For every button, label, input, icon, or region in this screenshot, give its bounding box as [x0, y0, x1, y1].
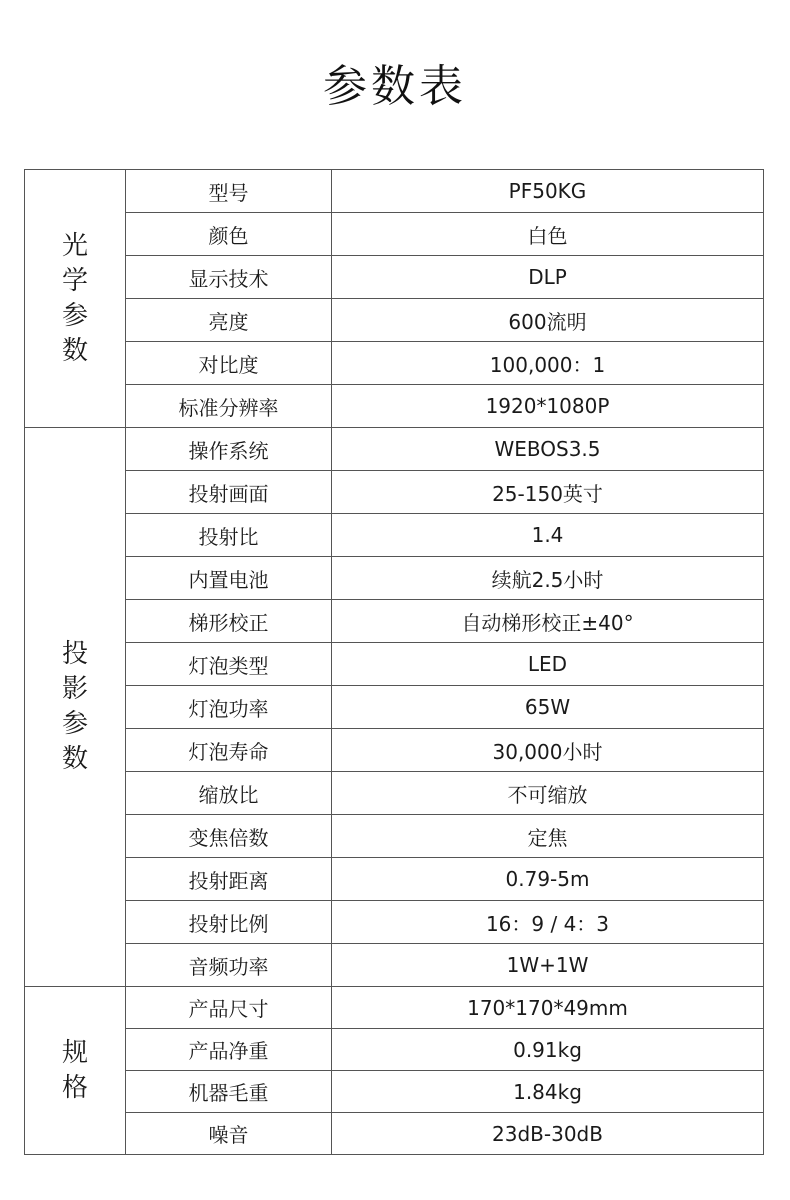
table-row	[25, 1113, 764, 1155]
table-row	[25, 557, 764, 600]
param-name: 标准分辨率	[126, 385, 332, 428]
table-row	[25, 858, 764, 901]
param-name: 机器毛重	[126, 1071, 332, 1113]
param-value: 1920*1080P	[332, 385, 764, 428]
table-row	[25, 514, 764, 557]
page-title: 参数表	[323, 61, 467, 112]
table-row	[25, 213, 764, 256]
table-row	[25, 643, 764, 686]
group-cell-projection	[25, 428, 126, 987]
param-name: 灯泡类型	[126, 643, 332, 686]
table-row	[25, 471, 764, 514]
param-value: 不可缩放	[332, 772, 764, 815]
param-name: 颜色	[126, 213, 332, 256]
param-name: 对比度	[126, 342, 332, 385]
param-value: 23dB-30dB	[332, 1113, 764, 1155]
param-value: 170*170*49mm	[332, 987, 764, 1029]
table-row	[25, 256, 764, 299]
param-value: 1.4	[332, 514, 764, 557]
table-row	[25, 385, 764, 428]
param-name: 噪音	[126, 1113, 332, 1155]
param-value: 0.79-5m	[332, 858, 764, 901]
param-value: 0.91kg	[332, 1029, 764, 1071]
param-name: 投射比例	[126, 901, 332, 944]
param-name: 亮度	[126, 299, 332, 342]
param-value: WEBOS3.5	[332, 428, 764, 471]
table-row	[25, 729, 764, 772]
group-cell-optical	[25, 170, 126, 428]
param-value: LED	[332, 643, 764, 686]
param-name: 灯泡寿命	[126, 729, 332, 772]
table-row	[25, 686, 764, 729]
table-row	[25, 901, 764, 944]
table-row	[25, 600, 764, 643]
group-cell-specs	[25, 987, 126, 1155]
table-row	[25, 428, 764, 471]
param-name: 操作系统	[126, 428, 332, 471]
param-name: 梯形校正	[126, 600, 332, 643]
param-value: PF50KG	[332, 170, 764, 213]
param-value: 白色	[332, 213, 764, 256]
table-row	[25, 772, 764, 815]
param-value: 16：9 / 4：3	[332, 901, 764, 944]
param-name: 投射比	[126, 514, 332, 557]
table-row	[25, 170, 764, 213]
param-name: 显示技术	[126, 256, 332, 299]
param-name: 投射距离	[126, 858, 332, 901]
table-row	[25, 1029, 764, 1071]
table-row	[25, 299, 764, 342]
param-name: 内置电池	[126, 557, 332, 600]
param-value: 100,000：1	[332, 342, 764, 385]
param-value: 自动梯形校正±40°	[332, 600, 764, 643]
group-label: 投影参数	[61, 639, 88, 774]
table-row	[25, 342, 764, 385]
param-value: 定焦	[332, 815, 764, 858]
param-name: 变焦倍数	[126, 815, 332, 858]
param-value: 25-150英寸	[332, 471, 764, 514]
param-name: 缩放比	[126, 772, 332, 815]
param-name: 产品尺寸	[126, 987, 332, 1029]
param-name: 型号	[126, 170, 332, 213]
group-label: 规格	[61, 1037, 88, 1103]
table-row	[25, 944, 764, 987]
spec-table	[24, 169, 764, 1155]
param-value: 续航2.5小时	[332, 557, 764, 600]
param-value: DLP	[332, 256, 764, 299]
param-value: 30,000小时	[332, 729, 764, 772]
group-label: 光学参数	[61, 230, 88, 366]
table-row	[25, 987, 764, 1029]
param-value: 1.84kg	[332, 1071, 764, 1113]
param-value: 600流明	[332, 299, 764, 342]
param-name: 投射画面	[126, 471, 332, 514]
param-name: 产品净重	[126, 1029, 332, 1071]
param-name: 音频功率	[126, 944, 332, 987]
table-row	[25, 1071, 764, 1113]
param-value: 1W+1W	[332, 944, 764, 987]
param-value: 65W	[332, 686, 764, 729]
param-name: 灯泡功率	[126, 686, 332, 729]
table-row	[25, 815, 764, 858]
